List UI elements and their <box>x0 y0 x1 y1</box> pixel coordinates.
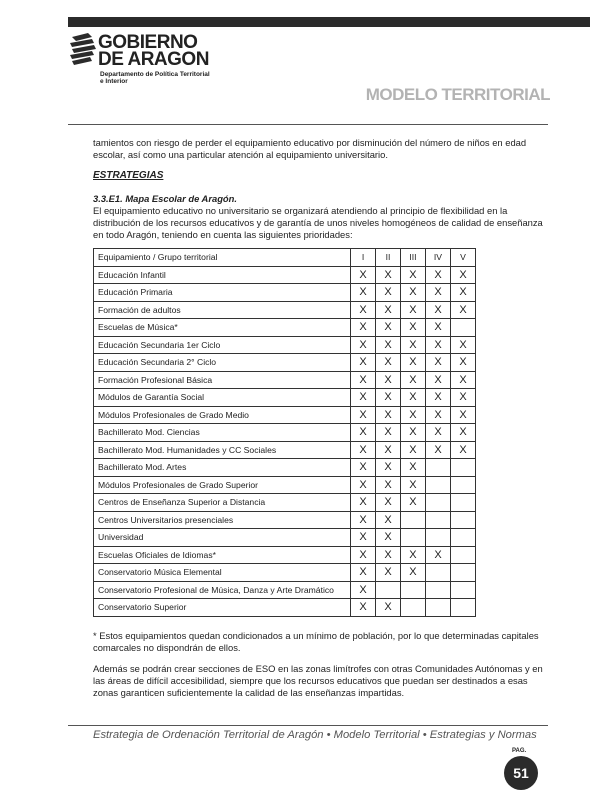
table-row <box>94 494 476 512</box>
row-mark <box>425 564 450 582</box>
row-mark <box>425 459 450 477</box>
row-mark: X <box>376 511 401 529</box>
row-mark: X <box>425 284 450 302</box>
row-label: Educación Infantil <box>94 266 351 284</box>
row-mark: X <box>451 371 476 389</box>
row-mark <box>425 529 450 547</box>
row-mark <box>451 319 476 337</box>
row-mark <box>451 459 476 477</box>
logo-text-line1: GOBIERNO <box>98 32 198 53</box>
row-mark: X <box>400 546 425 564</box>
row-mark: X <box>351 459 376 477</box>
row-label: Conservatorio Música Elemental <box>94 564 351 582</box>
row-label: Conservatorio Superior <box>94 599 351 617</box>
row-mark: X <box>351 564 376 582</box>
row-mark <box>400 511 425 529</box>
row-mark: X <box>376 476 401 494</box>
footnote: * Estos equipamientos quedan condicionados a un mínimo de población, por lo que determinadas capitales comarcales no dispondrán de ellos. <box>93 630 539 653</box>
row-label: Módulos Profesionales de Grado Superior <box>94 476 351 494</box>
row-label: Centros Universitarios presenciales <box>94 511 351 529</box>
row-mark: X <box>351 389 376 407</box>
row-mark: X <box>351 529 376 547</box>
government-logo <box>68 33 238 95</box>
row-mark: X <box>400 459 425 477</box>
row-label: Conservatorio Profesional de Música, Danza y Arte Dramático <box>94 581 351 599</box>
table-row <box>94 581 476 599</box>
row-mark: X <box>425 424 450 442</box>
row-label: Centros de Enseñanza Superior a Distancia <box>94 494 351 512</box>
row-label: Escuelas de Música* <box>94 319 351 337</box>
row-mark: X <box>351 301 376 319</box>
row-mark: X <box>376 599 401 617</box>
logo-text-line2: DE ARAGON <box>98 49 209 70</box>
row-mark <box>451 564 476 582</box>
row-mark: X <box>451 441 476 459</box>
row-mark <box>425 476 450 494</box>
table-row <box>94 441 476 459</box>
row-label: Escuelas Oficiales de Idiomas* <box>94 546 351 564</box>
row-mark: X <box>376 354 401 372</box>
row-mark: X <box>400 319 425 337</box>
logo-emblem-icon <box>68 33 98 69</box>
row-mark <box>425 581 450 599</box>
row-mark: X <box>451 266 476 284</box>
table-row <box>94 511 476 529</box>
header-bar <box>68 17 590 27</box>
page-number: 51 <box>504 756 538 790</box>
row-mark: X <box>451 301 476 319</box>
map-heading: 3.3.E1. Mapa Escolar de Aragón. <box>93 193 237 204</box>
row-mark: X <box>400 424 425 442</box>
map-paragraph: El equipamiento educativo no universitario se organizará atendiendo al principio de flexibilidad en la distribución de los recursos educativos y de garantía de unos niveles homogéneos de calidad de enseñanza en todo Aragón, teniendo en cuenta las siguientes prioridades: <box>93 205 543 240</box>
row-mark: X <box>400 494 425 512</box>
strategies-heading: ESTRATEGIAS <box>93 170 164 181</box>
row-mark: X <box>351 476 376 494</box>
row-mark: X <box>351 581 376 599</box>
row-mark <box>400 599 425 617</box>
row-mark: X <box>400 564 425 582</box>
header-divider <box>68 124 548 125</box>
row-label: Módulos de Garantía Social <box>94 389 351 407</box>
row-mark: X <box>400 441 425 459</box>
row-label: Universidad <box>94 529 351 547</box>
row-mark: X <box>425 406 450 424</box>
row-mark: X <box>400 371 425 389</box>
row-mark: X <box>425 441 450 459</box>
column-header: I <box>351 249 376 267</box>
table-row <box>94 546 476 564</box>
table-row <box>94 354 476 372</box>
table-row <box>94 599 476 617</box>
table-header-label: Equipamiento / Grupo territorial <box>94 249 351 267</box>
footer-divider <box>68 725 548 726</box>
row-mark: X <box>376 459 401 477</box>
row-mark: X <box>400 266 425 284</box>
column-header: II <box>376 249 401 267</box>
row-label: Formación Profesional Básica <box>94 371 351 389</box>
row-mark: X <box>425 546 450 564</box>
table-row <box>94 564 476 582</box>
row-mark <box>425 599 450 617</box>
row-mark: X <box>400 301 425 319</box>
section-title: MODELO TERRITORIAL <box>365 85 550 104</box>
row-mark: X <box>400 389 425 407</box>
row-mark <box>451 476 476 494</box>
table-row <box>94 529 476 547</box>
row-mark: X <box>451 424 476 442</box>
row-mark: X <box>451 354 476 372</box>
row-mark: X <box>376 546 401 564</box>
row-mark <box>425 494 450 512</box>
row-mark: X <box>425 266 450 284</box>
row-mark: X <box>425 354 450 372</box>
row-mark: X <box>351 511 376 529</box>
row-mark: X <box>376 371 401 389</box>
row-mark: X <box>425 371 450 389</box>
logo-department-cont: e Interior <box>100 78 128 85</box>
row-mark: X <box>425 336 450 354</box>
row-mark: X <box>376 284 401 302</box>
row-mark: X <box>376 529 401 547</box>
row-label: Formación de adultos <box>94 301 351 319</box>
row-mark: X <box>351 371 376 389</box>
row-mark: X <box>451 406 476 424</box>
table-row <box>94 424 476 442</box>
table-row <box>94 371 476 389</box>
row-mark <box>400 581 425 599</box>
row-mark: X <box>351 546 376 564</box>
row-mark: X <box>376 319 401 337</box>
row-mark: X <box>376 494 401 512</box>
row-mark <box>451 546 476 564</box>
row-mark: X <box>376 389 401 407</box>
row-mark: X <box>351 424 376 442</box>
row-label: Educación Primaria <box>94 284 351 302</box>
row-mark: X <box>376 336 401 354</box>
row-mark: X <box>351 336 376 354</box>
row-mark: X <box>451 284 476 302</box>
row-mark: X <box>351 354 376 372</box>
row-label: Módulos Profesionales de Grado Medio <box>94 406 351 424</box>
table-row <box>94 476 476 494</box>
row-mark: X <box>376 301 401 319</box>
table-row <box>94 284 476 302</box>
logo-department: Departamento de Política Territorial <box>100 71 210 78</box>
row-label: Bachillerato Mod. Humanidades y CC Sociales <box>94 441 351 459</box>
row-label: Bachillerato Mod. Ciencias <box>94 424 351 442</box>
row-mark <box>425 511 450 529</box>
row-mark: X <box>451 389 476 407</box>
row-mark: X <box>351 441 376 459</box>
row-mark: X <box>376 564 401 582</box>
priorities-table <box>93 248 476 617</box>
row-mark: X <box>351 406 376 424</box>
row-mark: X <box>400 336 425 354</box>
row-mark: X <box>400 354 425 372</box>
row-label: Educación Secundaria 1er Ciclo <box>94 336 351 354</box>
intro-paragraph: tamientos con riesgo de perder el equipamiento educativo por disminución del número de niños en edad escolar, así como una particular atención al equipamiento universitario. <box>93 137 527 160</box>
column-header: V <box>451 249 476 267</box>
row-mark <box>451 599 476 617</box>
footer-text: Estrategia de Ordenación Territorial de Aragón • Modelo Territorial • Estrategias y Normas <box>93 729 537 741</box>
row-mark: X <box>400 284 425 302</box>
row-mark: X <box>400 406 425 424</box>
table-row <box>94 319 476 337</box>
table-row <box>94 266 476 284</box>
row-mark <box>451 494 476 512</box>
row-mark: X <box>351 494 376 512</box>
row-mark <box>400 529 425 547</box>
table-row <box>94 336 476 354</box>
row-label: Educación Secundaria 2° Ciclo <box>94 354 351 372</box>
row-mark: X <box>351 599 376 617</box>
row-mark: X <box>425 389 450 407</box>
eso-paragraph: Además se podrán crear secciones de ESO en las zonas limítrofes con otras Comunidades Autónomas y en las áreas de difícil accesibilidad, siempre que los recursos educativos que puedan ser destinados a esas zonas garanticen suficientemente la calidad de las enseñanzas impartidas. <box>93 663 543 698</box>
row-mark <box>451 511 476 529</box>
page-label: PAG. <box>512 748 527 754</box>
row-mark: X <box>376 424 401 442</box>
table-header-row <box>94 249 476 267</box>
row-mark: X <box>400 476 425 494</box>
row-mark: X <box>425 319 450 337</box>
column-header: IV <box>425 249 450 267</box>
row-mark: X <box>376 266 401 284</box>
table-row <box>94 301 476 319</box>
row-mark: X <box>451 336 476 354</box>
row-mark: X <box>351 266 376 284</box>
row-mark <box>451 529 476 547</box>
row-mark <box>451 581 476 599</box>
row-mark: X <box>376 406 401 424</box>
table-row <box>94 459 476 477</box>
row-mark <box>376 581 401 599</box>
row-mark: X <box>425 301 450 319</box>
row-mark: X <box>351 319 376 337</box>
row-mark: X <box>351 284 376 302</box>
row-mark: X <box>376 441 401 459</box>
row-label: Bachillerato Mod. Artes <box>94 459 351 477</box>
table-row <box>94 406 476 424</box>
table-row <box>94 389 476 407</box>
column-header: III <box>400 249 425 267</box>
